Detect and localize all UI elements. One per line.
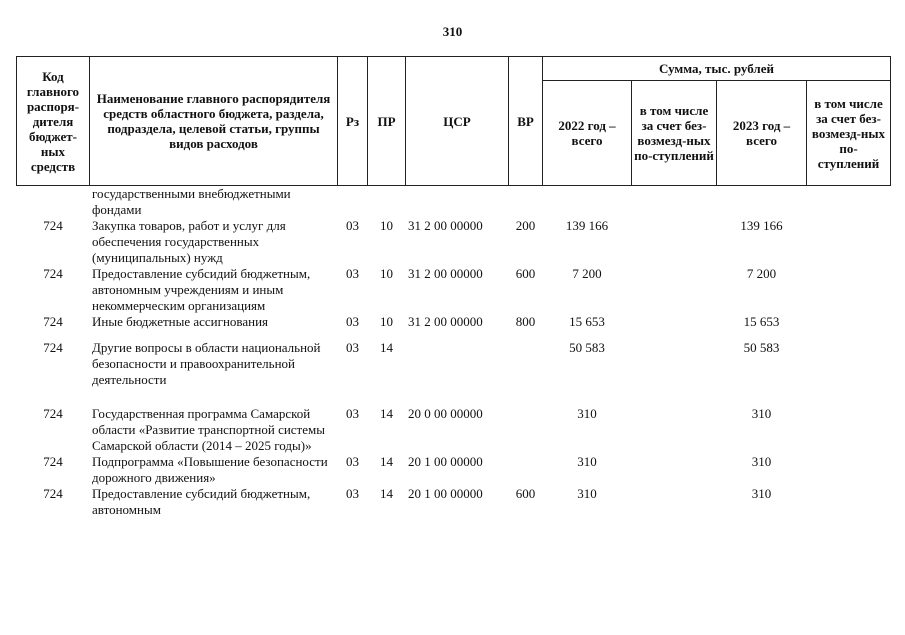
cell-2023-free xyxy=(807,186,891,219)
cell-pr: 10 xyxy=(380,266,393,281)
cell-name: Предоставление субсидий бюджетным, автономным учреждениям и иным некоммерческим организациям xyxy=(92,266,311,313)
cell-vr xyxy=(509,186,543,219)
cell-2023-total xyxy=(717,186,807,219)
cell-rz: 03 xyxy=(346,218,359,233)
cell-2023-total: 15 653 xyxy=(743,314,780,329)
cell-code: 724 xyxy=(43,454,63,469)
table-row xyxy=(17,314,891,330)
cell-2022-total: 310 xyxy=(577,406,597,421)
table-row xyxy=(17,266,891,314)
cell-pr: 10 xyxy=(380,314,393,329)
table-row xyxy=(17,486,891,518)
cell-code: 724 xyxy=(43,314,63,329)
cell-2022-free xyxy=(632,406,717,454)
cell-pr: 14 xyxy=(380,340,393,355)
cell-csr: 31 2 00 00000 xyxy=(408,218,483,233)
cell-2023-free xyxy=(807,454,891,486)
cell-name: государственными внебюджетными фондами xyxy=(92,186,291,217)
cell-name: Предоставление субсидий бюджетным, автономным xyxy=(92,486,311,517)
table-row xyxy=(17,454,891,486)
cell-csr: 31 2 00 00000 xyxy=(408,314,483,329)
header-2022-total: 2022 год – всего xyxy=(543,81,632,186)
cell-pr: 10 xyxy=(380,218,393,233)
cell-2022-free xyxy=(632,186,717,219)
cell-code: 724 xyxy=(43,218,63,233)
cell-2022-total: 7 200 xyxy=(572,266,602,281)
cell-2022-total: 310 xyxy=(577,486,597,501)
budget-table xyxy=(16,56,891,518)
cell-2022-free xyxy=(632,266,717,314)
cell-csr: 20 0 00 00000 xyxy=(408,406,483,421)
cell-name: Подпрограмма «Повышение безопасности дорожного движения» xyxy=(92,454,328,485)
cell-2022-total: 310 xyxy=(577,454,597,469)
row-spacer xyxy=(17,330,891,340)
cell-name: Иные бюджетные ассигнования xyxy=(92,314,269,329)
cell-2023-total: 310 xyxy=(751,486,772,501)
cell-2022-total: 139 166 xyxy=(565,218,609,233)
cell-csr xyxy=(406,340,509,388)
cell-2023-total: 7 200 xyxy=(746,266,777,281)
cell-2023-free xyxy=(807,406,891,454)
cell-csr: 31 2 00 00000 xyxy=(408,266,483,281)
cell-csr: 20 1 00 00000 xyxy=(408,454,483,469)
cell-name: Государственная программа Самарской области «Развитие транспортной системы Самарской области (2014 – 2025 годы)» xyxy=(92,406,325,453)
header-2022-free: в том числе за счет без-возмезд-ных по-ступлений xyxy=(632,81,717,186)
cell-2022-total xyxy=(543,186,632,219)
header-pr: ПР xyxy=(368,57,406,186)
cell-vr: 600 xyxy=(515,266,536,281)
header-2023-total: 2023 год – всего xyxy=(717,81,807,186)
table-header xyxy=(17,57,891,186)
cell-vr xyxy=(509,340,543,388)
table-row xyxy=(17,218,891,266)
cell-code xyxy=(17,186,90,219)
cell-vr: 200 xyxy=(515,218,536,233)
cell-2022-free xyxy=(632,340,717,388)
header-rz: Рз xyxy=(338,57,368,186)
cell-2022-free xyxy=(632,218,717,266)
cell-pr: 14 xyxy=(380,486,393,501)
cell-2023-total: 310 xyxy=(751,406,772,421)
cell-rz: 03 xyxy=(346,486,359,501)
cell-vr xyxy=(509,454,543,486)
cell-vr: 800 xyxy=(515,314,536,329)
cell-2023-total: 139 166 xyxy=(740,218,783,233)
cell-vr: 600 xyxy=(515,486,536,501)
cell-2023-total: 310 xyxy=(751,454,772,469)
header-name: Наименование главного распорядителя средств областного бюджета, раздела, подраздела, целевой статьи, группы видов расходов xyxy=(90,57,338,186)
cell-code: 724 xyxy=(43,406,63,421)
cell-vr xyxy=(509,406,543,454)
cell-pr: 14 xyxy=(380,454,393,469)
cell-rz: 03 xyxy=(346,340,359,355)
cell-rz: 03 xyxy=(346,454,359,469)
cell-2022-total: 50 583 xyxy=(569,340,605,355)
table-body xyxy=(17,186,891,519)
header-vr: ВР xyxy=(509,57,543,186)
table-row xyxy=(17,406,891,454)
cell-rz: 03 xyxy=(346,406,359,421)
cell-name: Закупка товаров, работ и услуг для обеспечения государственных (муниципальных) нужд xyxy=(92,218,286,265)
cell-rz: 03 xyxy=(346,266,359,281)
cell-pr xyxy=(368,186,406,219)
cell-2022-free xyxy=(632,314,717,330)
cell-2022-free xyxy=(632,454,717,486)
cell-code: 724 xyxy=(43,486,63,501)
cell-rz: 03 xyxy=(346,314,359,329)
header-code: Код главного распоря-дителя бюджет-ных средств xyxy=(17,57,90,186)
cell-2022-total: 15 653 xyxy=(569,314,605,329)
cell-2023-free xyxy=(807,266,891,314)
cell-2023-total: 50 583 xyxy=(743,340,780,355)
cell-csr xyxy=(406,186,509,219)
row-spacer xyxy=(17,388,891,406)
cell-code: 724 xyxy=(43,340,63,355)
cell-name: Другие вопросы в области национальной безопасности и правоохранительной деятельности xyxy=(92,340,321,387)
cell-rz xyxy=(338,186,368,219)
cell-code: 724 xyxy=(43,266,63,281)
cell-csr: 20 1 00 00000 xyxy=(408,486,483,501)
cell-2023-free xyxy=(807,218,891,266)
page-number: 310 xyxy=(442,24,463,39)
cell-2022-free xyxy=(632,486,717,518)
header-2023-free: в том числе за счет без-возмезд-ных по-ступлений xyxy=(807,81,891,186)
cell-2023-free xyxy=(807,314,891,330)
cell-2023-free xyxy=(807,486,891,518)
table-row xyxy=(17,340,891,388)
cell-pr: 14 xyxy=(380,406,393,421)
header-csr: ЦСР xyxy=(406,57,509,186)
cell-2023-free xyxy=(807,340,891,388)
header-sum: Сумма, тыс. рублей xyxy=(543,57,891,81)
table-row xyxy=(17,186,891,219)
